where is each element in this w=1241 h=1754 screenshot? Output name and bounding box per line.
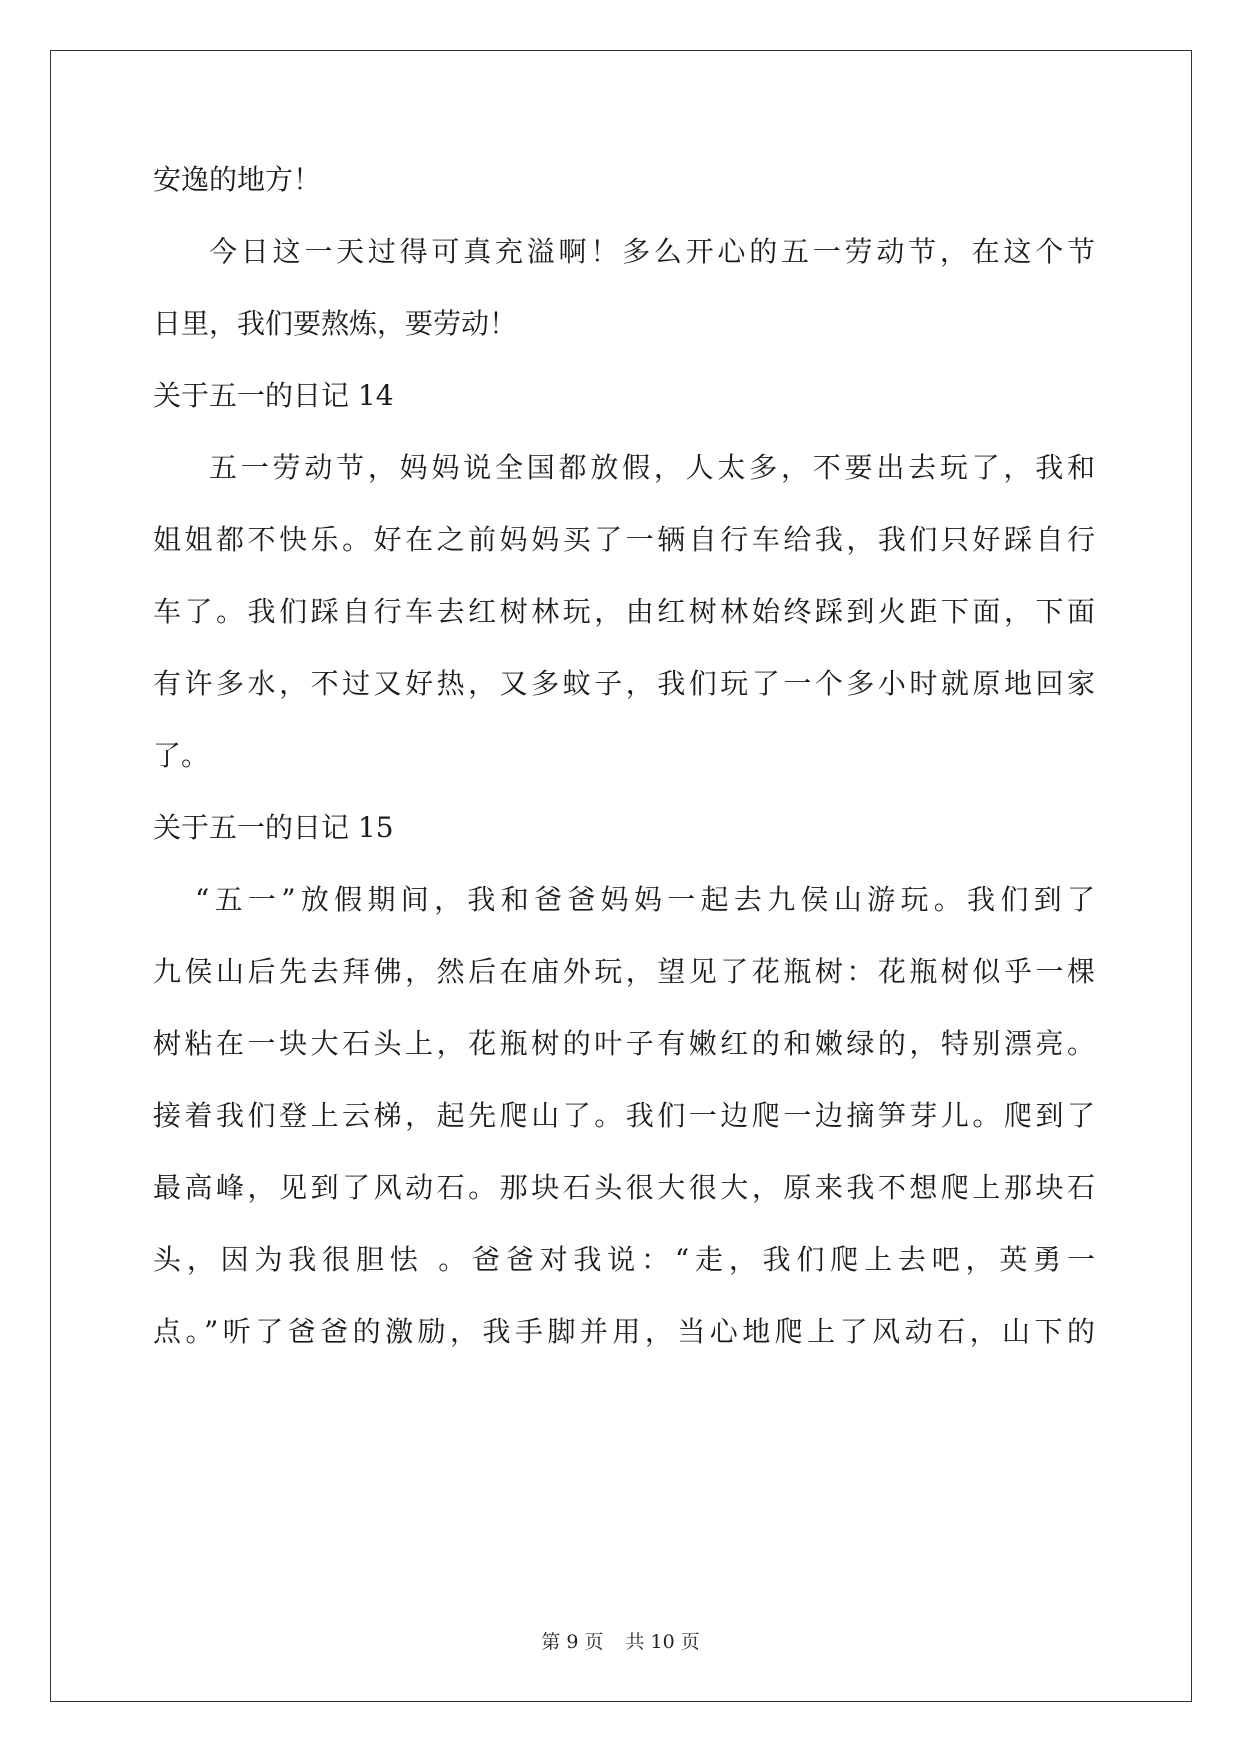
text-line: 头，因为我很胆怯 。爸爸对我说：“走，我们爬上去吧，英勇一 — [153, 1243, 1095, 1276]
text-line: 点。”听了爸爸的激励，我手脚并用，当心地爬上了风动石，山下的 — [153, 1315, 1095, 1348]
text-line: 五一劳动节，妈妈说全国都放假，人太多，不要出去玩了，我和 — [209, 451, 1095, 484]
text-line: 车了。我们踩自行车去红树林玩，由红树林始终踩到火距下面，下面 — [153, 595, 1095, 628]
text-line: 有许多水，不过又好热，又多蚊子，我们玩了一个多小时就原地回家 — [153, 667, 1095, 700]
text-line: 最高峰，见到了风动石。那块石头很大很大，原来我不想爬上那块石 — [153, 1171, 1095, 1204]
section-heading: 关于五一的日记 15 — [153, 811, 394, 844]
page-footer — [0, 1630, 1241, 1654]
text-line: 日里，我们要熬炼，要劳动！ — [153, 307, 518, 340]
page-border — [50, 50, 1192, 1702]
text-line: 姐姐都不快乐。好在之前妈妈买了一辆自行车给我，我们只好踩自行 — [153, 523, 1095, 556]
text-line: 今日这一天过得可真充溢啊！多么开心的五一劳动节，在这个节 — [209, 235, 1095, 268]
text-line: 接着我们登上云梯，起先爬山了。我们一边爬一边摘笋芽儿。爬到了 — [153, 1099, 1095, 1132]
page-number: 第 9 页 — [541, 1631, 604, 1653]
text-line: 九侯山后先去拜佛，然后在庙外玩，望见了花瓶树：花瓶树似乎一棵 — [153, 955, 1095, 988]
text-line: 安逸的地方！ — [153, 163, 322, 196]
text-line: 了。 — [153, 739, 210, 772]
page-total: 共 10 页 — [625, 1631, 700, 1653]
text-line: 树粘在一块大石头上，花瓶树的叶子有嫩红的和嫩绿的，特别漂亮。 — [153, 1027, 1095, 1060]
section-heading: 关于五一的日记 14 — [153, 379, 394, 412]
text-line: “五一”放假期间，我和爸爸妈妈一起去九侯山游玩。我们到了 — [195, 883, 1095, 916]
